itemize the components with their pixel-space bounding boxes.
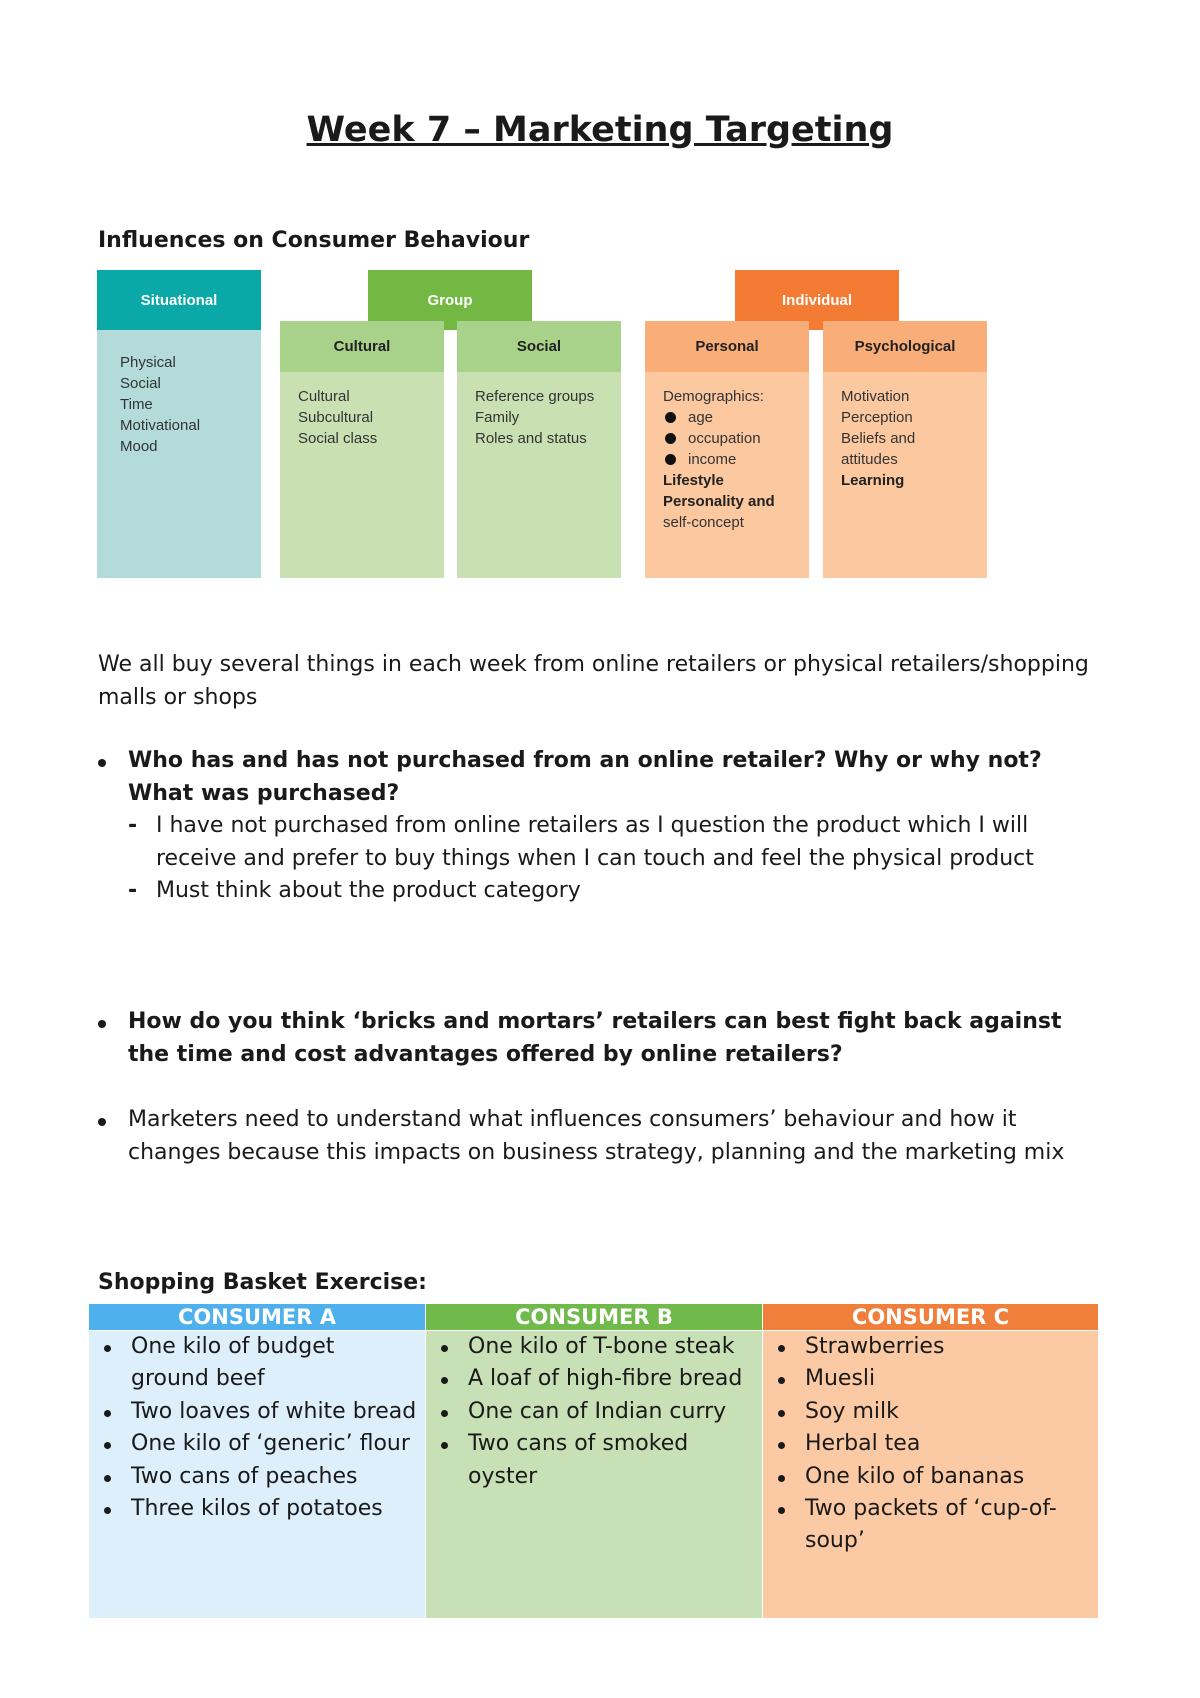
dash-icon: - [128, 813, 138, 838]
situational-body [97, 330, 261, 578]
personal-intro: Demographics: [663, 388, 764, 405]
list-item: One can of Indian curry [426, 1396, 756, 1428]
point-3: Marketers need to understand what influences consumers’ behaviour and how it changes because this impacts on business strategy, planning and the marketing mix [98, 1104, 1108, 1169]
list-item: Soy milk [763, 1396, 1092, 1428]
situational-item: Mood [120, 438, 158, 455]
question-2: How do you think ‘bricks and mortars’ retailers can best fight back against the time and cost advantages offered by online retailers? [98, 1006, 1108, 1071]
personal-header: Personal [645, 321, 809, 372]
dash-icon: - [128, 878, 138, 903]
consumer-b-cell [426, 1331, 763, 1619]
consumer-c-cell [763, 1331, 1099, 1619]
list-item: Two cans of smoked oyster [426, 1428, 756, 1493]
psychological-item: Perception [841, 409, 913, 426]
situational-item: Motivational [120, 417, 201, 434]
list-item: Herbal tea [763, 1428, 1092, 1460]
answer-1: - I have not purchased from online retailers as I question the product which I will receive and prefer to buy things when I can touch and feel the physical product [98, 810, 1108, 875]
situational-item: Social [120, 375, 161, 392]
question-1: Who has and has not purchased from an online retailer? Why or why not? What was purchased? [98, 745, 1108, 810]
consumer-b-header: CONSUMER B [426, 1304, 763, 1331]
social-item: Reference groups [475, 388, 595, 405]
list-item: Two cans of peaches [89, 1461, 419, 1493]
social-item: Roles and status [475, 430, 587, 447]
personal-personality: Personality and [663, 493, 775, 510]
psychological-header: Psychological [823, 321, 987, 372]
basket-heading: Shopping Basket Exercise: [98, 1270, 427, 1295]
question-list [98, 745, 1108, 908]
bullet-icon [98, 1118, 106, 1126]
list-item: Strawberries [763, 1331, 1092, 1363]
social-item: Family [475, 409, 520, 426]
list-item: A loaf of high-fibre bread [426, 1363, 756, 1395]
list-item: Two loaves of white bread [89, 1396, 419, 1428]
list-item: One kilo of bananas [763, 1461, 1092, 1493]
psychological-item: Beliefs and [841, 430, 916, 447]
cultural-body [280, 372, 444, 578]
social-header: Social [457, 321, 621, 372]
question-list-2 [98, 1006, 1108, 1071]
personal-lifestyle: Lifestyle [663, 472, 724, 489]
personal-bullet: income [663, 449, 809, 470]
answer-2: - Must think about the product category [98, 875, 1108, 908]
personal-bullet: age [663, 407, 809, 428]
bullet-icon [98, 759, 106, 767]
psychological-body [823, 372, 987, 578]
bullet-icon [98, 1020, 106, 1028]
page-title: Week 7 – Marketing Targeting [306, 110, 894, 150]
cultural-item: Cultural [298, 388, 350, 405]
consumer-a-cell [89, 1331, 426, 1619]
cultural-item: Social class [298, 430, 378, 447]
individual-header: Individual [735, 270, 899, 330]
situational-item: Physical [120, 354, 176, 371]
point-list [98, 1104, 1108, 1169]
personal-self-concept: self-concept [663, 514, 744, 531]
consumer-c-header: CONSUMER C [763, 1304, 1099, 1331]
group-header: Group [368, 270, 532, 330]
social-body [457, 372, 621, 578]
situational-header: Situational [97, 270, 261, 330]
list-item: One kilo of T-bone steak [426, 1331, 756, 1363]
consumer-a-header: CONSUMER A [89, 1304, 426, 1331]
list-item: Two packets of ‘cup-of-soup’ [763, 1493, 1092, 1558]
influences-heading: Influences on Consumer Behaviour [98, 228, 530, 253]
psychological-item: attitudes [841, 451, 898, 468]
personal-body [645, 372, 809, 578]
list-item: Three kilos of potatoes [89, 1493, 419, 1525]
list-item: One kilo of ‘generic’ flour [89, 1428, 419, 1460]
cultural-item: Subcultural [298, 409, 374, 426]
situational-item: Time [120, 396, 153, 413]
personal-bullet: occupation [663, 428, 809, 449]
list-item: One kilo of budget ground beef [89, 1331, 419, 1396]
psychological-learning: Learning [841, 472, 905, 489]
intro-paragraph: We all buy several things in each week from online retailers or physical retailers/shopping malls or shops [98, 652, 1089, 710]
cultural-header: Cultural [280, 321, 444, 372]
shopping-basket-table [88, 1303, 1099, 1619]
list-item: Muesli [763, 1363, 1092, 1395]
psychological-item: Motivation [841, 388, 910, 405]
